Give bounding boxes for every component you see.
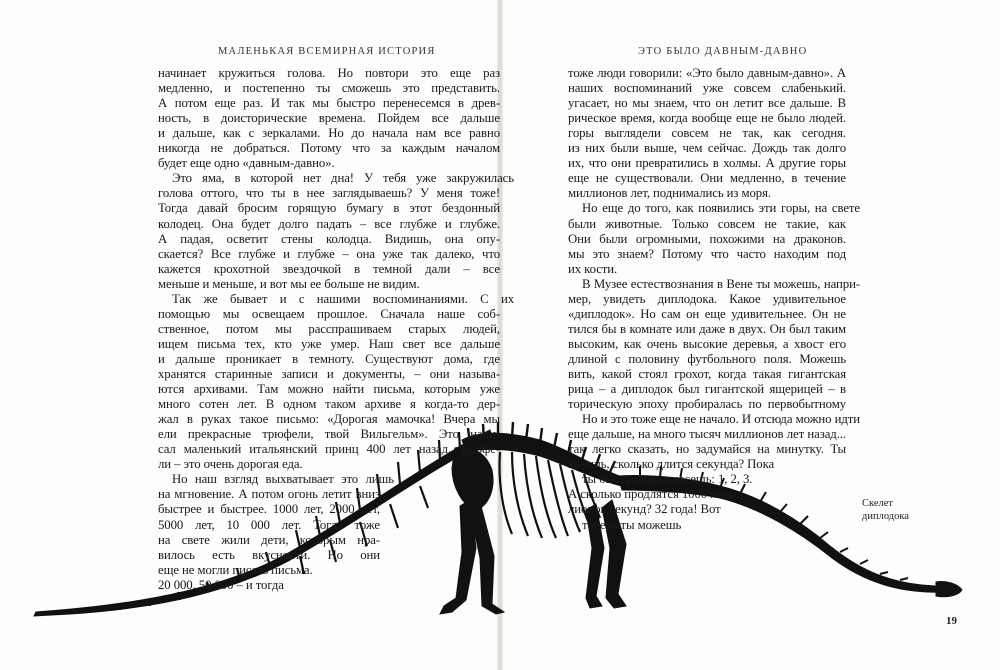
- right-text-line: Они были огромными, похожими на драконов.: [568, 231, 846, 246]
- right-text-line: вить, какой стоял грохот, когда такая гигантская: [568, 367, 846, 381]
- skull: [936, 581, 962, 596]
- right-text-line: были животные. Только совсем не такие, как: [568, 216, 846, 231]
- right-text-line: наших воспоминаний уже совсем слабенький.: [568, 81, 846, 96]
- right-text-line: рица – а диплодок был гигантской ящерицей – в: [568, 382, 846, 397]
- right-text-line: знаешь, сколько длится секунда? Пока: [568, 457, 775, 472]
- right-text-line: их, что они превратились в холмы. А другие горы: [568, 156, 846, 171]
- left-text-line: меньше и меньше, и вот мы ее больше не видим.: [158, 276, 420, 291]
- right-text-line: «диплодок». Но сам он еще удивительнее. Он не: [568, 306, 846, 321]
- right-text-line: миллионов лет, поднимались из моря.: [568, 186, 771, 201]
- left-text-line: быстрее и быстрее. 1000 лет, 2000 лет,: [158, 502, 380, 517]
- right-text-line: рическое время, когда вообще еще не было людей.: [568, 111, 846, 126]
- left-text-line: на мгновение. А потом огонь летит вниз: [158, 487, 380, 502]
- left-text-line: вилось есть вкусности. Но они: [158, 547, 380, 562]
- caption-line-2: диплодока: [862, 511, 909, 522]
- right-text-line: Но и это тоже еще не начало. И отсюда можно идти: [582, 412, 860, 427]
- right-running-head: ЭТО БЫЛО ДАВНЫМ-ДАВНО: [638, 46, 808, 57]
- left-text-line: кажется крохотной звездочкой в темной дали – все: [158, 261, 500, 276]
- right-text-line: теперь ты можешь: [582, 517, 682, 532]
- right-text-line: из них были выше, чем сейчас. Дождь так долго: [568, 141, 846, 156]
- left-text-line: будет еще одно «давным-давно».: [158, 156, 335, 171]
- left-text-line: много сотен лет. В одном таком архиве я когда-то дер-: [158, 397, 500, 412]
- right-text-line: мер, увидеть диплодока. Какое удивительное: [568, 291, 846, 306]
- right-text-line: угасает, но мы знаем, что он летит все дальше. В: [568, 96, 846, 111]
- right-text-line: А сколько продлятся 1000 мил-: [568, 487, 736, 502]
- right-text-line: мы это знаем? Потому что часто находим под: [568, 246, 846, 261]
- left-text-line: Это яма, в которой нет дна! У тебя уже закружилась: [172, 171, 514, 186]
- left-text-line: и дальше, как с зеркалами. Но до начала нам все равно: [158, 126, 500, 141]
- left-text-line: жал в руках такое письмо: «Дорогая мамочка! Вчера мы: [158, 412, 500, 427]
- right-text-line: их кости.: [568, 261, 618, 276]
- left-text-line: на свете жили дети, которым нра-: [158, 532, 380, 547]
- left-text-line: 20 000, 50 000 – и тогда: [158, 577, 284, 592]
- left-text-line: ели прекрасные трюфели, твой Вильгельм». Это напи-: [158, 427, 500, 442]
- left-text-line: сал маленький итальянский принц 400 лет назад. Трюфе-: [158, 442, 500, 457]
- right-text-line: еще не существовали. Они медленно, в течение: [568, 171, 846, 186]
- left-text-line: голова оттого, что ты в нее заглядываешь? У меня тоже!: [158, 186, 500, 201]
- left-text-line: ищем письма тех, кто уже умер. Наш свет все дальше: [158, 336, 500, 351]
- left-text-line: ность, в доисторические времена. Пойдем все дальше: [158, 111, 500, 126]
- right-text-line: тоже люди говорили: «Это было давным-давно». А: [568, 66, 846, 80]
- right-text-line: В Музее естествознания в Вене ты можешь, напри-: [582, 276, 860, 291]
- left-text-line: и дальше проникает в темноту. Существуют дома, где: [158, 351, 500, 366]
- right-text-line: тился бы в комнате или даже в двух. Он был таким: [568, 321, 846, 336]
- hind-leg: [440, 500, 476, 614]
- right-text-line: лионов секунд? 32 года! Вот: [568, 502, 721, 517]
- left-running-head: МАЛЕНЬКАЯ ВСЕМИРНАЯ ИСТОРИЯ: [218, 46, 436, 57]
- left-text-line: ются архивами. Там можно найти письма, которым уже: [158, 382, 500, 397]
- right-text-line: торическую эпоху пробиралась по первобытному: [568, 397, 846, 412]
- left-text-line: никогда не добраться. Потому что за каждым началом: [158, 141, 500, 156]
- left-text-line: медленно, и постепенно ты сможешь это представить.: [158, 81, 500, 96]
- left-text-line: помощью мы освещаем прошлое. Сначала наше соб-: [158, 306, 500, 321]
- left-text-line: Но наш взгляд выхватывает это лишь: [172, 472, 394, 487]
- left-text-line: ли – это очень дорогая еда.: [158, 457, 303, 472]
- right-text-line: ты быстро произнесешь: 1, 2, 3.: [582, 472, 753, 487]
- left-text-line: ственное, потом мы расспрашиваем старых людей,: [158, 321, 500, 336]
- left-text-line: хранятся старинные записи и документы, – они называ-: [158, 367, 500, 381]
- left-text-line: Тогда давай бросим горящую бумагу в этот бездонный: [158, 201, 500, 216]
- left-text-line: начинает кружиться голова. Но повтори это еще раз: [158, 66, 500, 80]
- left-text-line: еще не могли писать письма.: [158, 562, 313, 577]
- page-number: 19: [946, 615, 957, 627]
- right-text-line: горы выглядели совсем не так, как сегодня.: [568, 126, 846, 141]
- left-text-line: скается? Все глубже и глубже – она уже так далеко, что: [158, 246, 500, 261]
- left-text-line: 5000 лет, 10 000 лет. Тогда тоже: [158, 517, 380, 532]
- left-text-line: А потом еще раз. И так мы быстро перенесемся в древ-: [158, 96, 500, 111]
- right-text-line: так легко сказать, но задумайся на минутку. Ты: [568, 442, 846, 457]
- right-text-line: Но еще до того, как появились эти горы, на свете: [582, 201, 860, 216]
- right-text-line: длиной с половину футбольного поля. Можешь: [568, 351, 846, 366]
- caption-line-1: Скелет: [862, 498, 893, 509]
- left-text-line: Так же бывает и с нашими воспоминаниями. С их: [172, 291, 514, 306]
- left-text-line: А падая, осветит стены колодца. Видишь, она опу-: [158, 231, 500, 246]
- right-text-line: высоким, как очень высокие деревья, а хвост его: [568, 336, 846, 351]
- right-text-line: еще дальше, на много тысяч миллионов лет назад...: [568, 427, 846, 442]
- left-text-line: колодец. Она будет долго падать – все глубже и глубже.: [158, 216, 500, 231]
